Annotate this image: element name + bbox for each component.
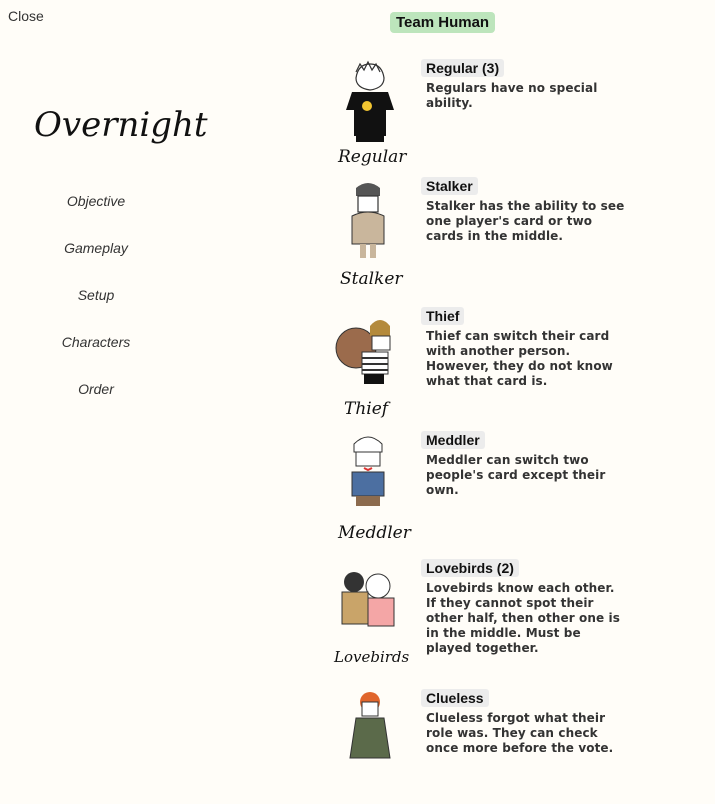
character-description: Lovebirds know each other. If they cannot spot their other half, then other one is in the middle. Must be played together.	[426, 581, 620, 655]
svg-text:Overnight: Overnight	[34, 105, 208, 145]
svg-text:Meddler: Meddler	[338, 523, 411, 543]
character-name: Meddler	[421, 431, 485, 449]
character-description: Regulars have no special ability.	[426, 81, 598, 110]
nav-item-setup[interactable]: Setup	[77, 287, 115, 303]
character-description: Clueless forgot what their role was. They can check once more before the vote.	[426, 711, 614, 755]
character-name: Regular (3)	[421, 59, 504, 77]
character-name: Thief	[421, 307, 464, 325]
character-name: Stalker	[421, 177, 478, 195]
character-description: Stalker has the ability to see one player's card or two cards in the middle.	[426, 199, 625, 243]
clueless-illustration	[334, 688, 406, 800]
nav-item-objective[interactable]: Objective	[66, 193, 126, 209]
nav-item-order[interactable]: Order	[78, 381, 114, 397]
stalker-illustration	[334, 176, 406, 288]
svg-text:Lovebirds: Lovebirds	[334, 648, 410, 666]
character-description: Meddler can switch two people's card except their own.	[426, 453, 606, 497]
team-title: Team Human	[390, 12, 495, 33]
close-button[interactable]: Close	[8, 8, 44, 24]
character-name: Clueless	[421, 689, 489, 707]
svg-text:Thief: Thief	[344, 399, 389, 419]
character-name: Lovebirds (2)	[421, 559, 519, 577]
nav-item-gameplay[interactable]: Gameplay	[64, 240, 128, 256]
thief-illustration	[334, 306, 406, 418]
sidebar-nav	[0, 190, 192, 425]
svg-text:Regular: Regular	[338, 147, 407, 167]
overnight-logo	[32, 96, 208, 156]
nav-item-characters[interactable]: Characters	[61, 334, 131, 350]
regular-illustration	[334, 58, 406, 170]
svg-text:Stalker: Stalker	[340, 269, 403, 289]
lovebirds-illustration	[334, 558, 410, 670]
meddler-illustration	[334, 430, 411, 543]
character-description: Thief can switch their card with another person. However, they do not know what that card is.	[426, 329, 613, 388]
